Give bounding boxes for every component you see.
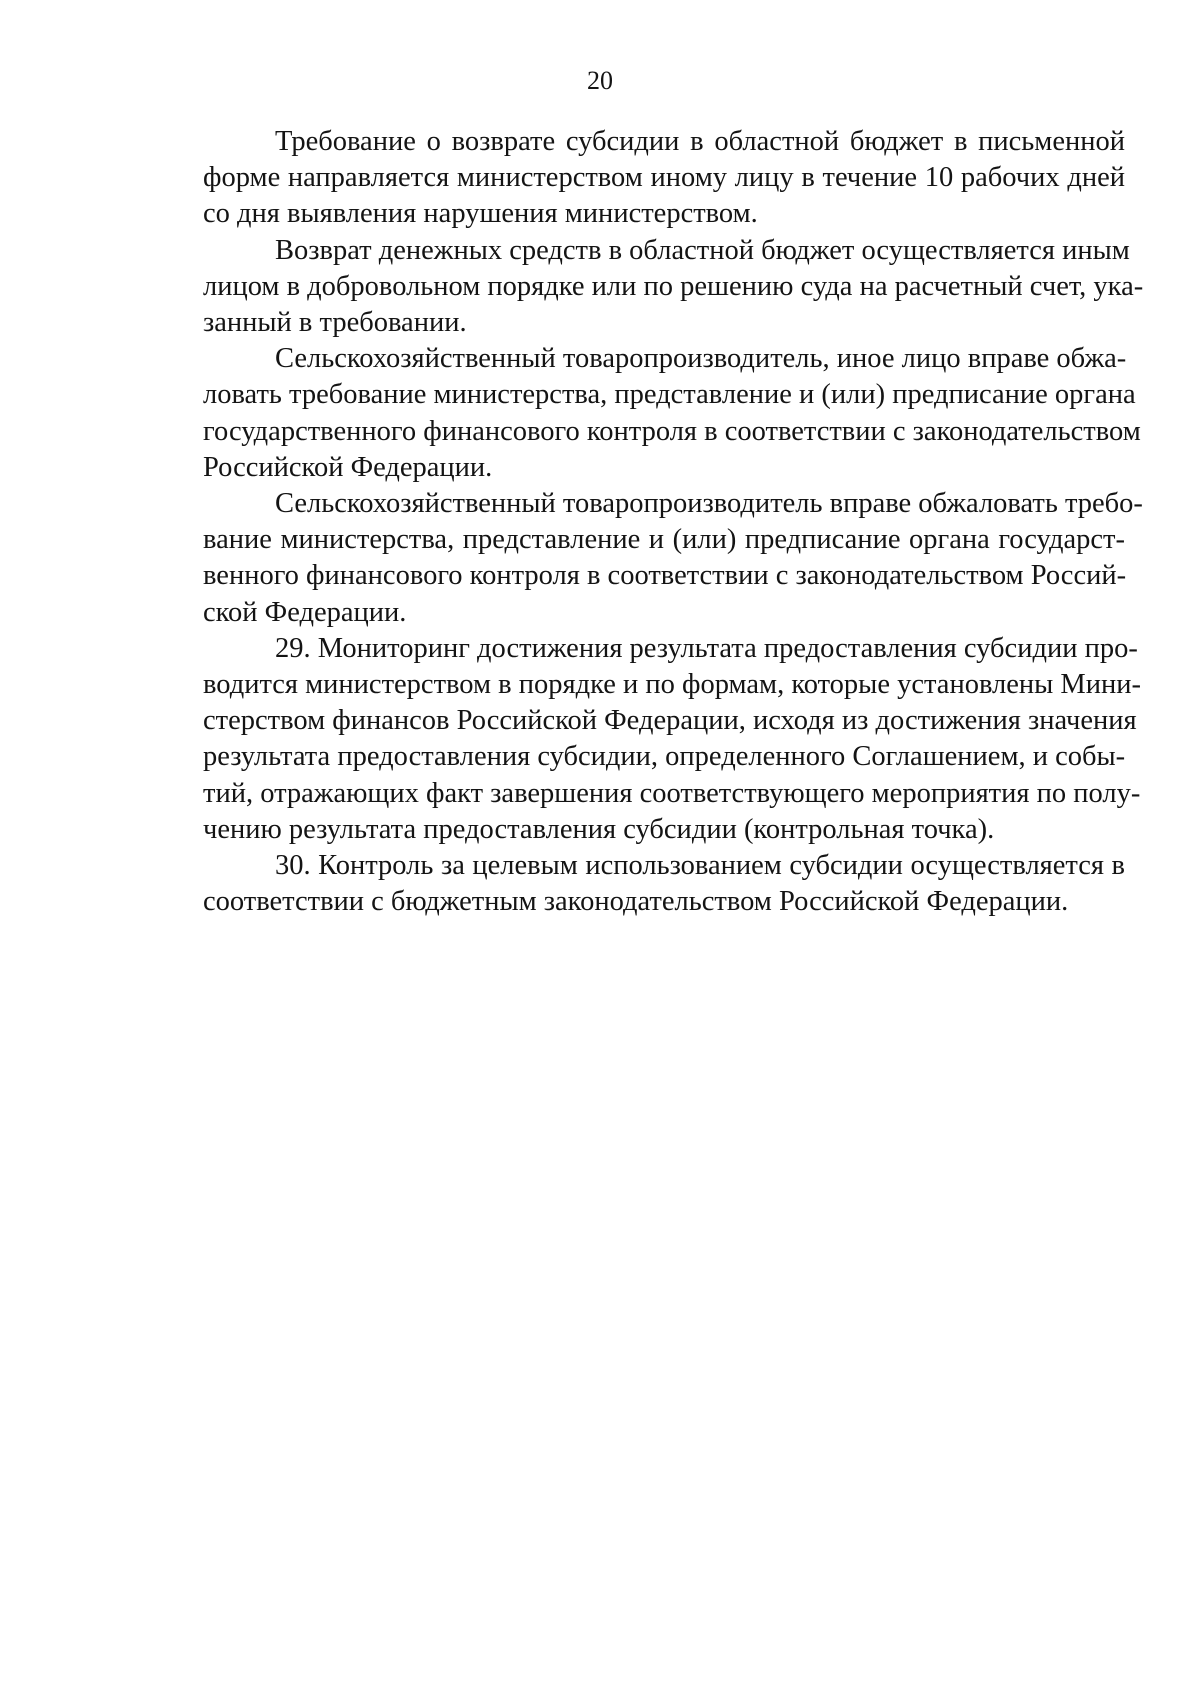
document-body bbox=[203, 124, 1144, 920]
text-line: соответствии с бюджетным законодательством Российской Федерации. bbox=[203, 886, 1069, 918]
page-number: 20 bbox=[587, 66, 613, 95]
paragraph-appeal-producer bbox=[203, 486, 1143, 631]
text-line: тий, отражающих факт завершения соответствующего мероприятия по полу- bbox=[203, 777, 1141, 809]
text-line: лицом в добровольном порядке или по решению суда на расчетный счет, ука- bbox=[203, 270, 1144, 302]
text-line: государственного финансового контроля в соответствии с законодательством bbox=[203, 415, 1141, 447]
text-line: Сельскохозяйственный товаропроизводитель вправе обжаловать требо- bbox=[275, 488, 1143, 520]
text-line: водится министерством в порядке и по формам, которые установлены Мини- bbox=[203, 669, 1142, 701]
text-line: ловать требование министерства, представление и (или) предписание органа bbox=[203, 379, 1136, 411]
paragraph-refund-demand bbox=[203, 124, 1125, 233]
text-line: вание министерства, представление и (или) предписание органа государст- bbox=[203, 524, 1125, 556]
paragraph-funds-return bbox=[203, 233, 1144, 342]
text-line: занный в требовании. bbox=[203, 307, 467, 339]
text-line: форме направляется министерством иному лицу в течение 10 рабочих дней bbox=[203, 162, 1125, 194]
text-line: Российской Федерации. bbox=[203, 451, 493, 483]
text-line: Сельскохозяйственный товаропроизводитель, иное лицо вправе обжа- bbox=[275, 343, 1127, 375]
text-line: стерством финансов Российской Федерации, исходя из достижения значения bbox=[203, 705, 1137, 737]
text-line: 29. Мониторинг достижения результата предоставления субсидии про- bbox=[275, 632, 1138, 664]
paragraph-29-monitoring bbox=[203, 631, 1142, 848]
text-line: Требование о возврате субсидии в областной бюджет в письменной bbox=[275, 126, 1125, 157]
text-line: результата предоставления субсидии, определенного Соглашением, и собы- bbox=[203, 741, 1126, 773]
paragraph-appeal-other-person bbox=[203, 341, 1141, 486]
text-line: венного финансового контроля в соответствии с законодательством Россий- bbox=[203, 560, 1127, 592]
paragraph-30-control bbox=[203, 848, 1125, 920]
text-line: чению результата предоставления субсидии (контрольная точка). bbox=[203, 813, 995, 845]
text-line: Возврат денежных средств в областной бюджет осуществляется иным bbox=[275, 234, 1130, 266]
text-line: ской Федерации. bbox=[203, 596, 407, 628]
text-line: 30. Контроль за целевым использованием субсидии осуществляется в bbox=[275, 850, 1125, 882]
text-line: со дня выявления нарушения министерством. bbox=[203, 198, 758, 230]
